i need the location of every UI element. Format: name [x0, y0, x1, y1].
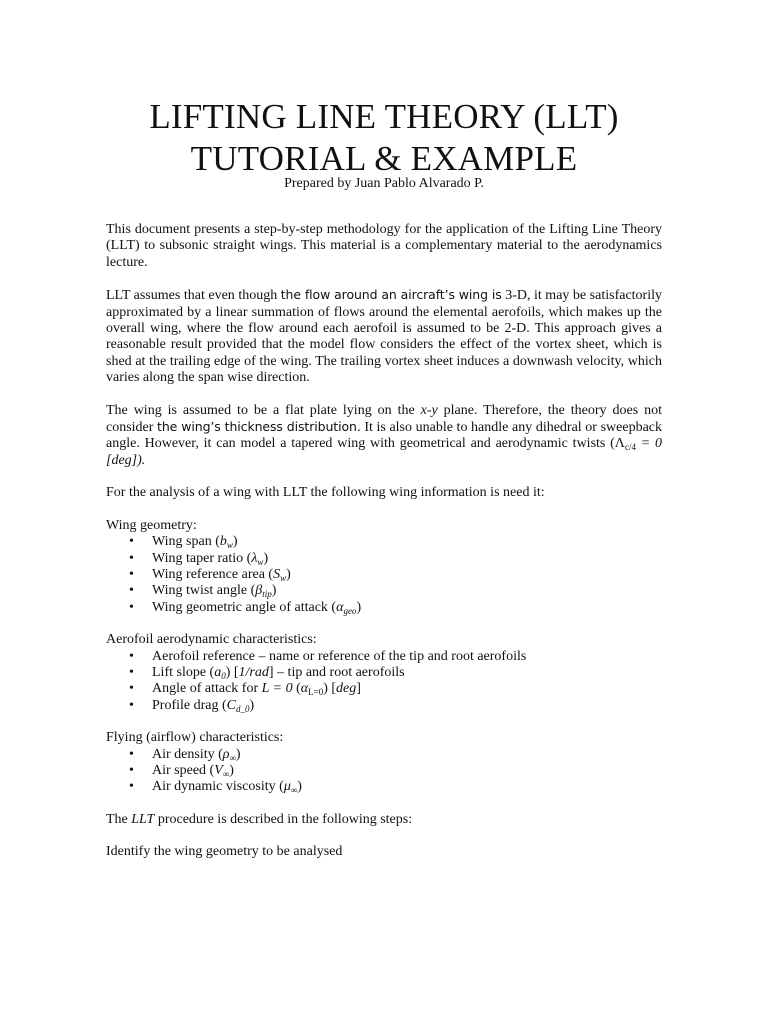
title-line-2: TUTORIAL & EXAMPLE [190, 139, 578, 178]
list-item: • Wing span $(b_w)$ [129, 534, 238, 551]
list-item: • Wing twist angle $(\beta_{tip})$ [129, 583, 277, 600]
title-line-1: LIFTING LINE THEORY (LLT) [149, 97, 619, 136]
llt-assumption-paragraph: LLT assumes that even though the flow around an aircraft’s wing is 3-D, it may be satisfactorily approximated by a linear summation of flows around the elemental aerofoils, which makes up the overall wing, where the flow around each aerofoil is assumed to be 2-D. This approach gives a reasonable result provided that the model flow considers the effect of the vortex sheet, which is shed at the trailing edge of the wing. The trailing vortex sheet induces a downwash velocity, which varies along the span wise direction. [106, 287, 662, 386]
document-body [106, 222, 662, 877]
list-item: • Wing reference area $(S_w)$ [129, 566, 291, 583]
identify-geometry-line: Identify the wing geometry to be analysed [106, 844, 343, 860]
info-needed-paragraph: For the analysis of a wing with LLT the following wing information is need it: [106, 485, 545, 501]
wing-geometry-heading: Wing geometry: [106, 517, 197, 533]
list-item: • Air speed $(V_\infty)$ [129, 762, 234, 779]
aerofoil-heading: Aerofoil aerodynamic characteristics: [106, 632, 317, 648]
list-item: • Wing geometric angle of attack $(\alpha_{geo})$ [129, 599, 362, 616]
flying-heading: Flying (airflow) characteristics: [106, 730, 284, 746]
author-line: Prepared by Juan Pablo Alvarado P. [284, 176, 484, 191]
flat-plate-paragraph: The wing is assumed to be a flat plate lying on the x-y plane. Therefore, the theory does not consider the wing’s thickness distribution. It is also unable to handle any dihedral or sweepback angle. However, it can model a tapered wing with geometrical and aerodynamic twists ($\Lambda_{c/4} = 0$ [deg]). [106, 402, 663, 468]
list-item: • Wing taper ratio $(\lambda_w)$ [129, 550, 269, 567]
list-item: • Air dynamic viscosity $(\mu_\infty)$ [129, 779, 302, 796]
procedure-paragraph: The LLT procedure is described in the following steps: [106, 811, 413, 827]
document-title [0, 96, 768, 180]
flying-list [106, 747, 662, 796]
intro-paragraph: This document presents a step-by-step methodology for the application of the Lifting Line Theory (LLT) to subsonic straight wings. This material is a complementary material to the aerodynamics lecture. [106, 222, 662, 270]
list-item: • Profile drag $(C_{d\_0})$ [129, 697, 255, 714]
aerofoil-list [106, 649, 662, 715]
list-item: • Aerofoil reference – name or reference of the tip and root aerofoils [129, 648, 527, 664]
wing-geometry-list [106, 534, 662, 616]
list-item: • Lift slope $(a_0)$ [1/rad] – tip and root aerofoils [129, 664, 405, 681]
list-item: • Air density $(\rho_\infty)$ [129, 746, 241, 763]
list-item: • Angle of attack for L = 0 $(\alpha_{L=0})$ [deg] [129, 681, 361, 698]
